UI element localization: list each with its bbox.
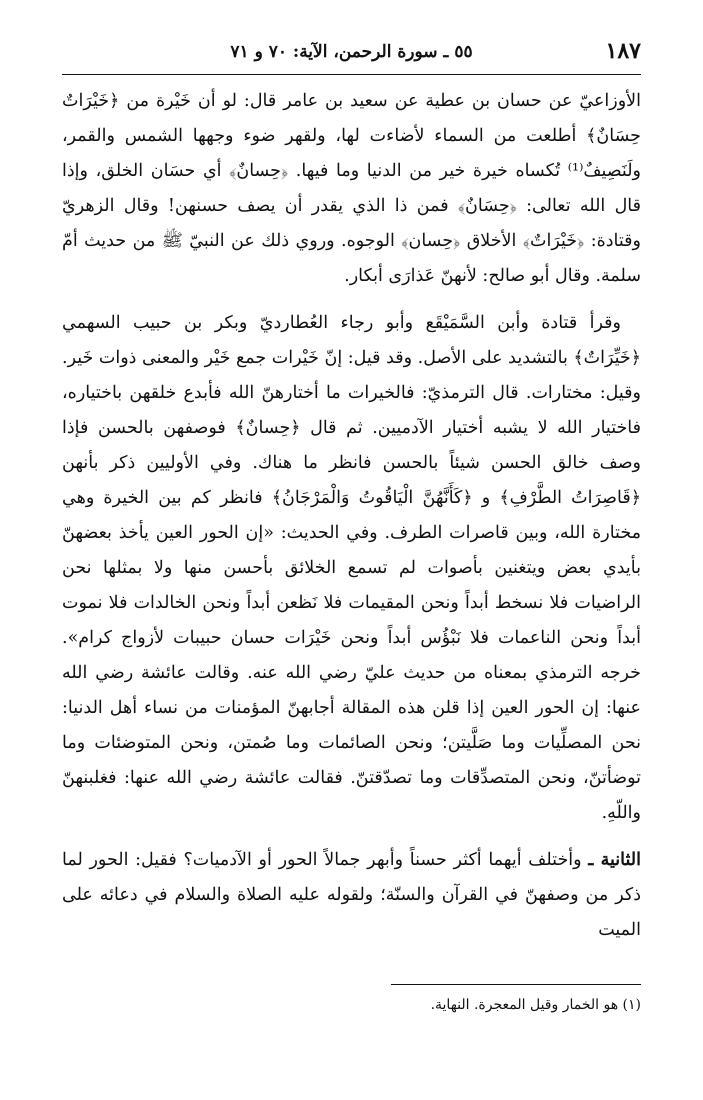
paragraph-3-lead: الثانية ـ: [588, 850, 641, 870]
footnote: (١) هو الخمار وقيل المعجرة. النهاية.: [430, 997, 641, 1013]
paragraph-3-text: وأختلف أيهما أكثر حسناً وأبهر جمالاً الحور أو الآدميات؟ فقيل: الحور لما ذكر من وصفهنّ في القرآن والسنّة؛ ولقوله عليه الصلاة والسلام في دعائه على الميت: [62, 850, 641, 940]
running-header: [62, 38, 641, 72]
paragraph-2: [62, 306, 641, 831]
header-title: ٥٥ ـ سورة الرحمن، الآية: ٧٠ و ٧١: [230, 42, 473, 62]
footnote-rule: [391, 984, 641, 985]
paragraph-1: [62, 84, 641, 294]
body-text: [62, 84, 641, 948]
paragraph-3: [62, 843, 641, 948]
page-number: ١٨٧: [605, 38, 641, 64]
header-rule: [62, 74, 641, 75]
paragraph-1-text: الأوزاعيّ عن حسان بن عطية عن سعيد بن عامر قال: لو أن خَيْرة من ﴿خَيْرَاتٌ حِسَانٌ﴾ أطلعت من السماء لأضاءت لها، ولقهر ضوء وجهها الشمس والقمر، ولَنَصِيفٌ⁽¹⁾ تُكساه خيرة خير من الدنيا وما فيها. ﴿حِسانٌ﴾ أي حسَان الخلق، وإذا قال الله تعالى: ﴿حِسَانٌ﴾ فمن ذا الذي يقدر أن يصف حسنهن! وقال الزهريّ وقتادة: ﴿خَيْرَاتٌ﴾ الأخلاق ﴿حِسان﴾ الوجوه. وروي ذلك عن النبيّ ﷺ من حديث أمّ سلمة. وقال أبو صالح: لأنهنّ عَذارَى أبكار.: [62, 91, 641, 286]
paragraph-2-text: وقرأ قتادة وأبن السَّمَيْقَع وأبو رجاء العُطارديّ وبكر بن حبيب السهمي ﴿خَيِّرَاتٌ﴾ بالتشديد على الأصل. وقد قيل: إنّ خَيْرات جمع خَيْر والمعنى ذوات خَير. وقيل: مختارات. قال الترمذيّ: فالخيرات ما أختارهنّ الله فأبدع خلقهن باختياره، فاختيار الله لا يشبه أختيار الآدميين. ثم قال ﴿حِسانٌ﴾ فوصفهن بالحسن فإذا وصف خالق الحسن شيئاً بالحسن فانظر ما هناك. وفي الأوليين ذكر بأنهن ﴿قَاصِرَاتُ الطَّرْفِ﴾ و ﴿كَأَنَّهُنَّ الْيَاقُوتُ وَالْمَرْجَانُ﴾ فانظر كم بين الخيرة وهي مختارة الله، وبين قاصرات الطرف. وفي الحديث: «إن الحور العين يأخذ بعضهنّ بأيدي بعض ويتغنين بأصوات لم تسمع الخلائق بأحسن منها ولا بمثلها نحن الراضيات فلا نسخط أبداً ونحن المقيمات فلا نَظعن أبداً ونحن الخالدات فلا نموت أبداً ونحن الناعمات فلا نَبْؤُس أبداً ونحن خَيْرَات حسان حبيبات لأزواج كرام». خرجه الترمذي بمعناه من حديث عليّ رضي الله عنه. وقالت عائشة رضي الله عنها: إن الحور العين إذا قلن هذه المقالة أجابهنّ المؤمنات من نساء أهل الدنيا: نحن المصلِّيات وما صَلَّيتن؛ ونحن الصائمات وما صُمتن، ونحن المتوضئات وما توضأتنّ، ونحن المتصدِّقات وما تصدّقتنّ. فقالت عائشة رضي الله عنها: فغلبنهنّ واللّهِ.: [62, 313, 641, 823]
